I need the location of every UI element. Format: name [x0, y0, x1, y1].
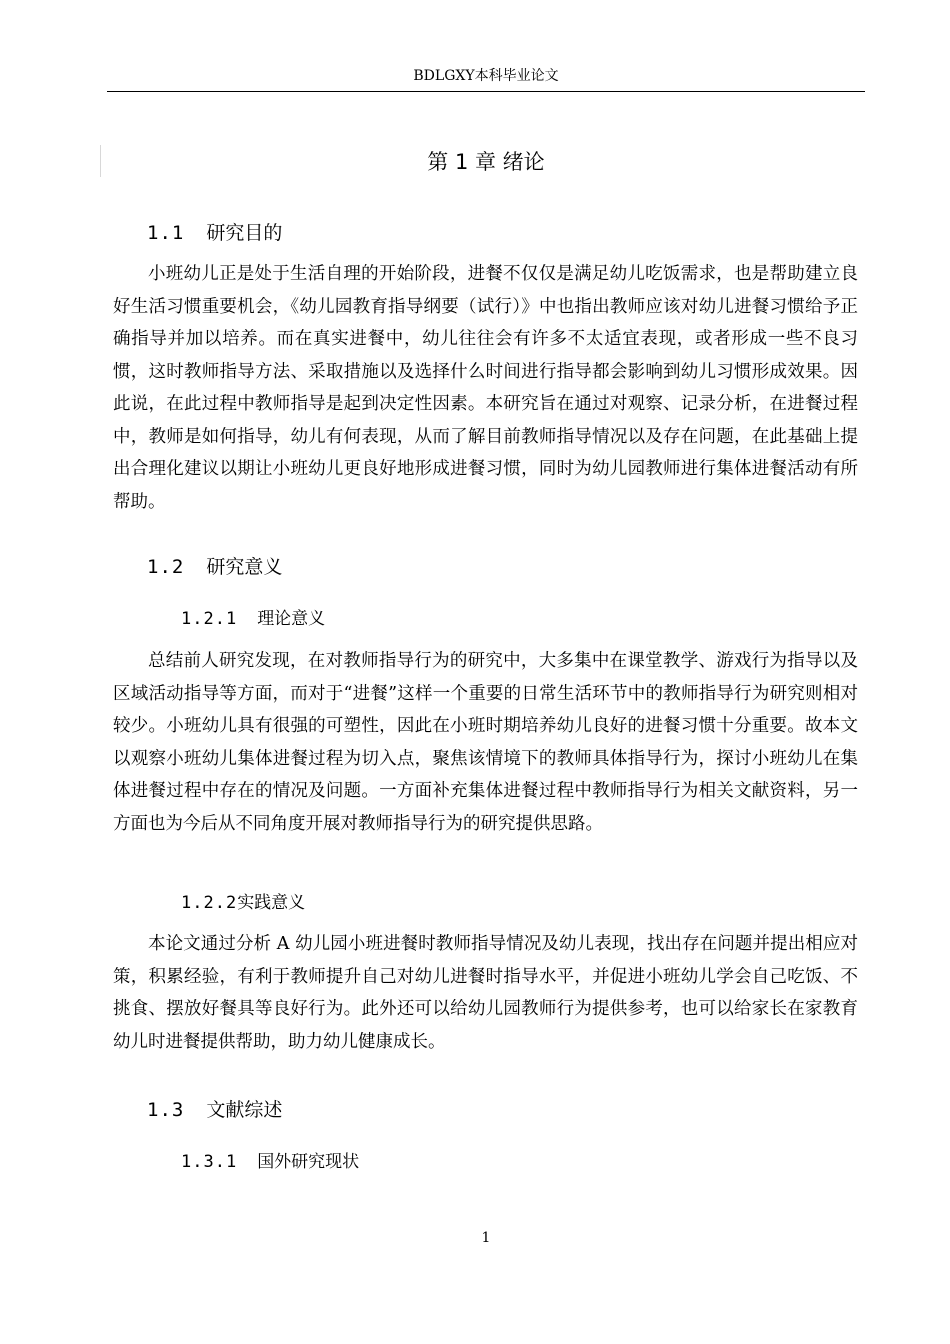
section-heading-1-1: [147, 219, 282, 247]
header-rule: [107, 91, 865, 92]
subsection-number: 1.2.1: [181, 609, 238, 629]
paragraph-theoretical-significance: 总结前人研究发现，在对教师指导行为的研究中，大多集中在课堂教学、游戏行为指导以及区域活动指导等方面，而对于“进餐”这样一个重要的日常生活环节中的教师指导行为研究则相对较少。小班幼儿具有很强的可塑性，因此在小班时期培养幼儿良好的进餐习惯十分重要。故本文以观察小班幼儿集体进餐过程为切入点，聚焦该情境下的教师具体指导行为，探讨小班幼儿在集体进餐过程中存在的情况及问题。一方面补充集体进餐过程中教师指导行为相关文献资料，另一方面也为今后从不同角度开展对教师指导行为的研究提供思路。: [113, 651, 858, 834]
section-title: 研究意义: [206, 556, 283, 578]
subsection-heading-1-2-1: [181, 606, 325, 632]
section-number: 1.3: [147, 1099, 185, 1121]
subsection-heading-1-3-1: [181, 1149, 359, 1175]
page-number: 1: [481, 1230, 491, 1246]
section-heading-1-3: [147, 1096, 282, 1124]
subsection-number: 1.3.1: [181, 1152, 238, 1172]
subsection-heading-1-2-2: [181, 890, 305, 916]
chapter-title: 第 1 章 绪论: [427, 150, 545, 174]
subsection-number: 1.2.2: [181, 893, 238, 913]
margin-mark: [100, 145, 101, 177]
section-number: 1.2: [147, 556, 185, 578]
section-title: 文献综述: [206, 1099, 283, 1121]
subsection-title: 理论意义: [257, 609, 326, 629]
section-title: 研究目的: [206, 222, 283, 244]
paragraph-practical-significance: 本论文通过分析 A 幼儿园小班进餐时教师指导情况及幼儿表现，找出存在问题并提出相应对策，积累经验，有利于教师提升自己对幼儿进餐时指导水平，并促进小班幼儿学会自己吃饭、不挑食、摆放好餐具等良好行为。此外还可以给幼儿园教师行为提供参考，也可以给家长在家教育幼儿时进餐提供帮助，助力幼儿健康成长。: [113, 934, 858, 1052]
running-header: BDLGXY本科毕业论文: [413, 68, 559, 84]
subsection-title: 实践意义: [237, 893, 306, 913]
subsection-title: 国外研究现状: [257, 1152, 360, 1172]
paragraph-research-purpose: 小班幼儿正是处于生活自理的开始阶段，进餐不仅仅是满足幼儿吃饭需求，也是帮助建立良好生活习惯重要机会，《幼儿园教育指导纲要（试行）》中也指出教师应该对幼儿进餐习惯给予正确指导并加以培养。而在真实进餐中，幼儿往往会有许多不太适宜表现，或者形成一些不良习惯，这时教师指导方法、采取措施以及选择什么时间进行指导都会影响到幼儿习惯形成效果。因此说，在此过程中教师指导是起到决定性因素。本研究旨在通过对观察、记录分析，在进餐过程中，教师是如何指导，幼儿有何表现，从而了解目前教师指导情况以及存在问题，在此基础上提出合理化建议以期让小班幼儿更良好地形成进餐习惯，同时为幼儿园教师进行集体进餐活动有所帮助。: [113, 264, 858, 512]
section-heading-1-2: [147, 553, 282, 581]
section-number: 1.1: [147, 222, 185, 244]
